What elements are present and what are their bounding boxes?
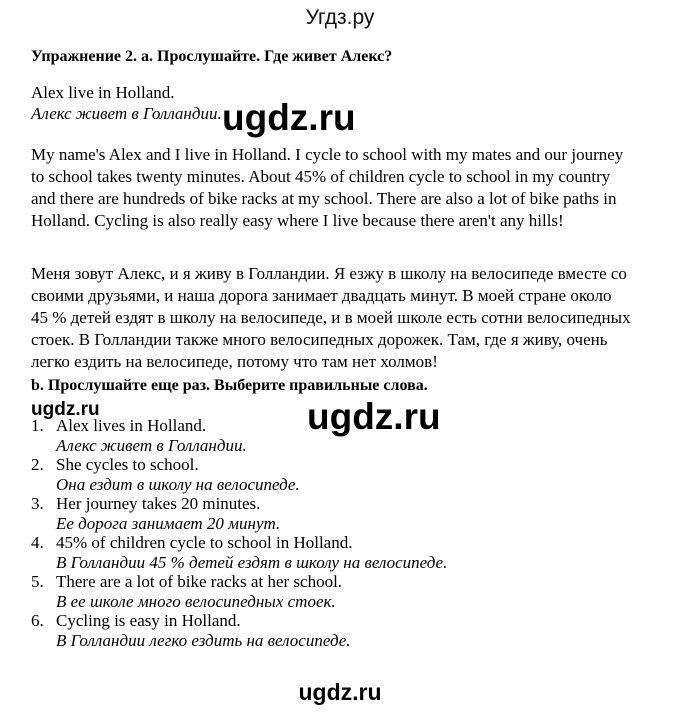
text-en: My name's Alex and I live in Holland. I cycle to school with my mates and our journey to school takes twenty minutes. About 45% of children cycle to school in my country and there are hundreds of bike racks at my school. There are also a lot of bike paths in Holland. Cycling is also really easy where I live because there aren't any hills!: [31, 145, 624, 230]
item-ru: Она ездит в школу на велосипеде.: [56, 474, 300, 494]
watermark: ugdz.ru: [298, 679, 382, 705]
watermark: ugdz.ru: [31, 399, 100, 420]
answer-list: [31, 416, 447, 650]
site-header: Угдз.ру: [305, 6, 375, 29]
item-number: 5.: [31, 572, 44, 591]
item-en: Cycling is easy in Holland.: [56, 611, 241, 630]
list-item: [31, 572, 447, 611]
watermark: ugdz.ru: [307, 396, 441, 437]
list-item: [31, 533, 447, 572]
item-en: There are a lot of bike racks at her school.: [56, 572, 343, 591]
answer-a-ru: Алекс живет в Голландии.: [31, 104, 222, 123]
item-number: 4.: [31, 533, 44, 552]
item-number: 2.: [31, 455, 44, 474]
item-ru: В Голландии легко ездить на велосипеде.: [56, 630, 351, 650]
item-en: Her journey takes 20 minutes.: [56, 494, 261, 513]
item-ru: В ее школе много велосипедных стоек.: [56, 591, 336, 611]
list-item: [31, 455, 447, 494]
watermark: ugdz.ru: [222, 97, 356, 138]
item-ru: В Голландии 45 % детей ездят в школу на велосипеде.: [56, 552, 448, 572]
list-item: [31, 611, 447, 650]
exercise-b-title: b. Прослушайте еще раз. Выберите правильные слова.: [31, 377, 428, 394]
item-en: Alex lives in Holland.: [56, 416, 207, 435]
list-item: [31, 494, 447, 533]
answer-a-en: Alex live in Holland.: [31, 83, 175, 102]
exercise-a-title: Упражнение 2. a. Прослушайте. Где живет Алекс?: [31, 48, 393, 65]
item-ru: Ее дорога занимает 20 минут.: [56, 513, 281, 533]
item-number: 3.: [31, 494, 44, 513]
item-en: 45% of children cycle to school in Holland.: [56, 533, 353, 552]
item-number: 6.: [31, 611, 44, 630]
item-en: She cycles to school.: [56, 455, 199, 474]
text-ru: Меня зовут Алекс, и я живу в Голландии. Я езжу в школу на велосипеде вместе со своими друзьями, и наша дорога занимает двадцать минут. В моей стране около 45 % детей ездят в школу на велосипеде, и в моей школе есть сотни велосипедных стоек. В Голландии также много велосипедных дорожек. Там, где я живу, очень легко ездить на велосипеде, потому что там нет холмов!: [31, 264, 631, 371]
item-number: 1.: [31, 416, 44, 435]
item-ru: Алекс живет в Голландии.: [56, 435, 247, 455]
